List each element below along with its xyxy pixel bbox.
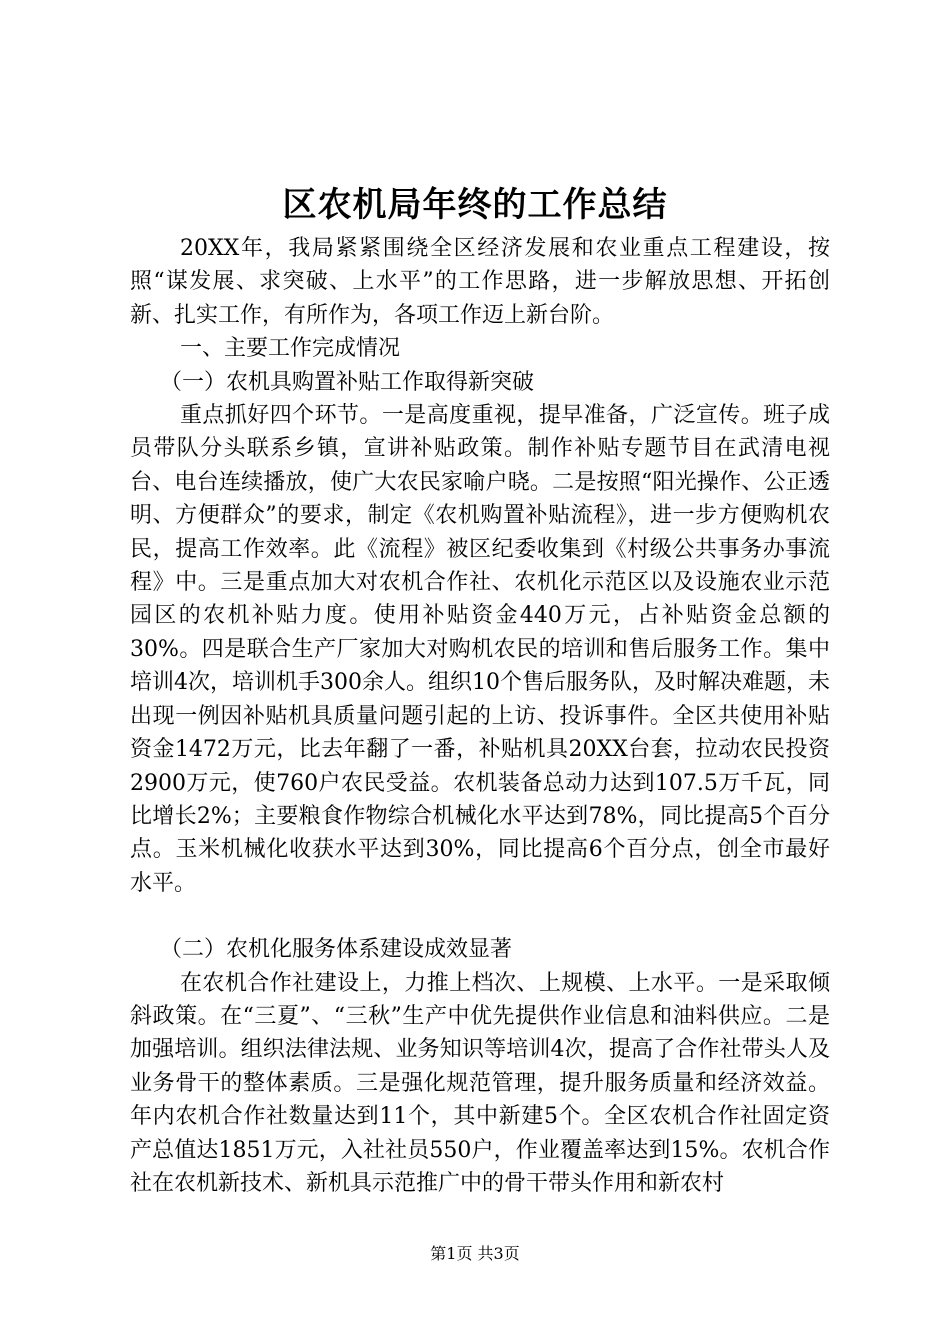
document-title: 区农机局年终的工作总结: [282, 185, 668, 225]
page-footer: 第1页 共3页: [430, 1244, 520, 1263]
subsection-heading: （一）农机具购置补贴工作取得新突破: [160, 369, 535, 395]
section-heading: 一、主要工作完成情况: [180, 336, 401, 362]
subsection-paragraph: 在农机合作社建设上，力推上档次、上规模、上水平。一是采取倾斜政策。在“三夏”、“三秋”生产中优先提供作业信息和油料供应。二是加强培训。组织法律法规、业务知识等培训4次，提高了合作社带头人及业务骨干的整体素质。三是强化规范管理，提升服务质量和经济效益。年内农机合作社数量达到11个，其中新建5个。全区农机合作社固定资产总值达1851万元，入社社员550户，作业覆盖率达到15%。农机合作社在农机新技术、新机具示范推广中的骨干带头作用和新农村: [130, 970, 830, 1196]
subsection-heading: （二）农机化服务体系建设成效显著: [160, 937, 513, 963]
subsection-paragraph: 重点抓好四个环节。一是高度重视，提早准备，广泛宣传。班子成员带队分头联系乡镇，宣讲补贴政策。制作补贴专题节目在武清电视台、电台连续播放，使广大农民家喻户晓。二是按照“阳光操作、公正透明、方便群众”的要求，制定《农机购置补贴流程》，进一步方便购机农民，提高工作效率。此《流程》被区纪委收集到《村级公共事务办事流程》中。三是重点加大对农机合作社、农机化示范区以及设施农业示范园区的农机补贴力度。使用补贴资金440万元，占补贴资金总额的30%。四是联合生产厂家加大对购机农民的培训和售后服务工作。集中培训4次，培训机手300余人。组织10个售后服务队，及时解决难题，未出现一例因补贴机具质量问题引起的上访、投诉事件。全区共使用补贴资金1472万元，比去年翻了一番，补贴机具20XX台套，拉动农民投资2900万元，使760户农民受益。农机装备总动力达到107.5万千瓦，同比增长2%；主要粮食作物综合机械化水平达到78%，同比提高5个百分点。玉米机械化收获水平达到30%，同比提高6个百分点，创全市最好水平。: [130, 403, 830, 896]
intro-paragraph: 20XX年，我局紧紧围绕全区经济发展和农业重点工程建设，按照“谋发展、求突破、上水平”的工作思路，进一步解放思想、开拓创新、扎实工作，有所作为，各项工作迈上新台阶。: [130, 236, 830, 328]
document-body: [130, 232, 830, 1200]
paragraph-spacer: [130, 900, 830, 933]
